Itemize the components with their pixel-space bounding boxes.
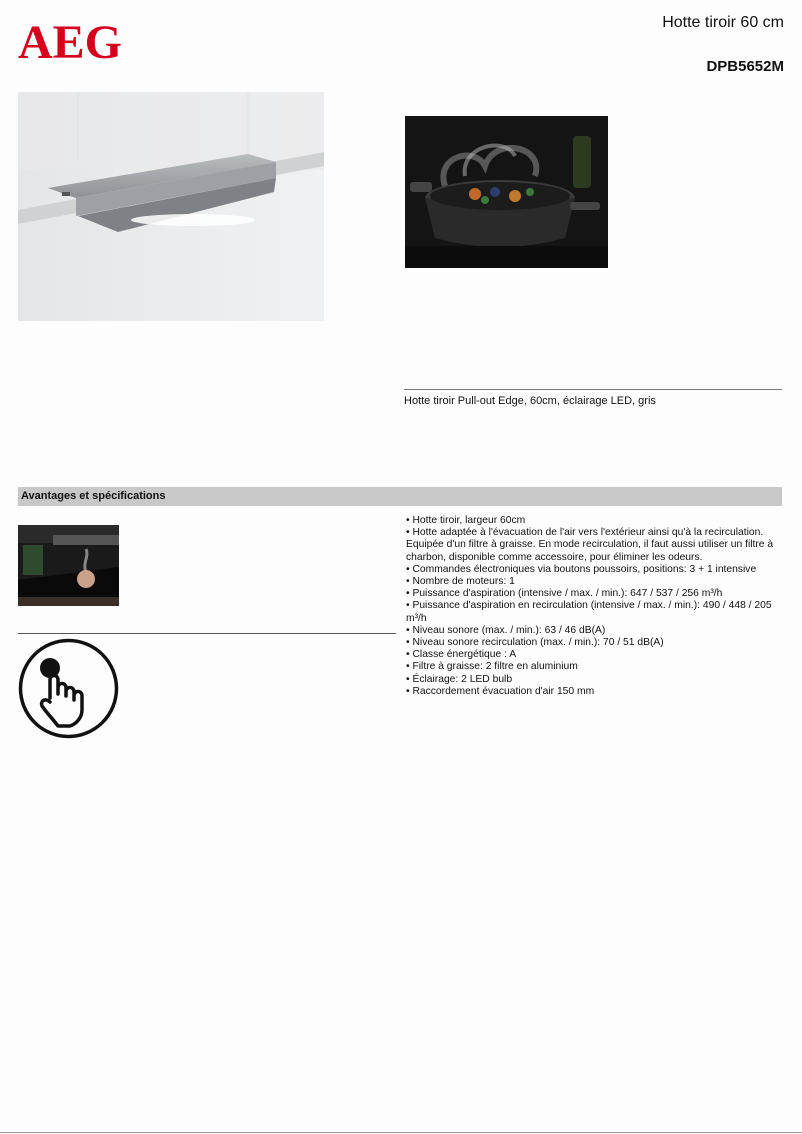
model-number: DPB5652M	[706, 58, 784, 75]
spec-item: • Niveau sonore recirculation (max. / min.): 70 / 51 dB(A)	[406, 637, 664, 649]
spec-item: • Hotte tiroir, largeur 60cm	[406, 515, 526, 526]
section-header	[18, 487, 782, 506]
spec-item: • Puissance d'aspiration (intensive / max. / min.): 647 / 537 / 256 m³/h	[406, 588, 723, 600]
spec-item: • Niveau sonore (max. / min.): 63 / 46 dB(A)	[406, 624, 606, 636]
spec-item: • Commandes électroniques via boutons poussoirs, positions: 3 + 1 intensive	[406, 563, 757, 575]
lifestyle-photo	[405, 116, 608, 268]
section-title: Avantages et spécifications	[21, 490, 166, 502]
aeg-logo	[18, 16, 130, 64]
touch-icon	[18, 638, 119, 739]
spec-item: • Raccordement évacuation d'air 150 mm	[406, 685, 595, 697]
product-caption: Hotte tiroir Pull-out Edge, 60cm, éclairage LED, gris	[404, 395, 656, 407]
page-title: Hotte tiroir 60 cm	[662, 14, 784, 31]
divider	[18, 633, 396, 634]
spec-item: • Hotte adaptée à l'évacuation de l'air vers l'extérieur ainsi qu'à la recirculation. Equipée d'un filtre à graisse. En mode recirculation, il faut aussi utiliser un filtre à charbon, disponible comme accessoire, pour éliminer les odeurs.	[406, 527, 774, 563]
spec-item: • Éclairage: 2 LED bulb	[406, 673, 513, 685]
spec-item: • Nombre de moteurs: 1	[406, 576, 515, 588]
spec-item: • Classe énergétique : A	[406, 649, 517, 661]
spec-list	[406, 515, 784, 698]
aeg-logo-text: AEG	[18, 16, 123, 64]
spec-item: • Puissance d'aspiration en recirculation (intensive / max. / min.): 490 / 448 / 205 m³/h	[406, 600, 772, 624]
spec-item: • Filtre à graisse: 2 filtre en aluminium	[406, 661, 578, 673]
footer-rule	[0, 1132, 802, 1133]
kitchen-thumbnail	[18, 525, 119, 606]
divider	[404, 389, 782, 390]
product-photo	[18, 92, 324, 321]
